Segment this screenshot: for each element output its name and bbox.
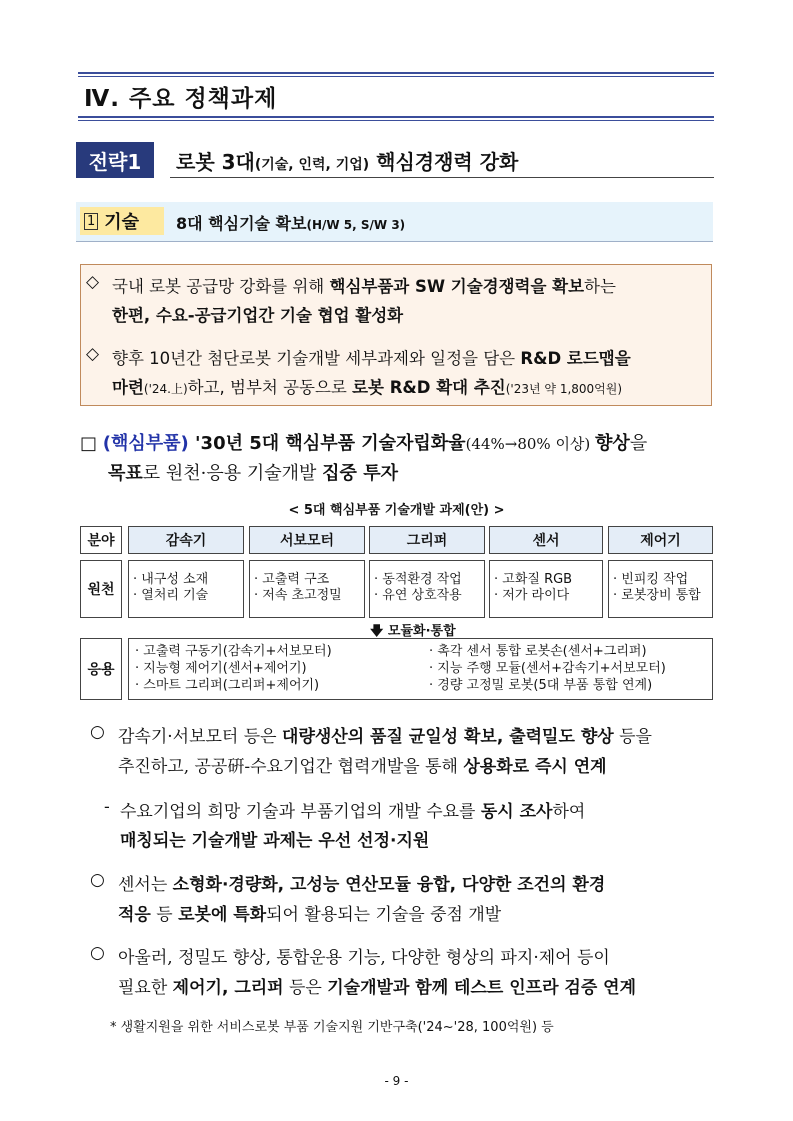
summary-item1-line1 xyxy=(112,273,616,297)
table-header: 서보모터 xyxy=(249,526,365,554)
summary-item2-line2 xyxy=(112,374,622,398)
summary-note: ('24.上) xyxy=(143,382,188,396)
tech-title-a: 8대 핵심기술 확보 xyxy=(176,214,307,233)
bullet-emphasis: 상용화로 즉시 연계 xyxy=(463,757,607,777)
bullet-text: 등 xyxy=(150,905,179,925)
origin-item: · 고화질 RGB xyxy=(494,572,573,587)
table-field-label: 분야 xyxy=(80,526,122,554)
bullet-text: 수요기업의 희망 기술과 부품기업의 개발 수요를 xyxy=(120,802,481,822)
summary-emphasis: 로봇 R&D 확대 추진 xyxy=(352,378,506,397)
bullet-emphasis: 대량생산의 품질 균일성 확보, 출력밀도 향상 xyxy=(282,727,614,747)
summary-emphasis: 마련 xyxy=(112,378,144,397)
section-bottom-rule-thin xyxy=(78,120,714,121)
table-app-label: 응용 xyxy=(80,638,122,700)
bullet-text: 등은 xyxy=(283,978,328,998)
app-item: · 지능 주행 모듈(센서+감속기+서보모터) xyxy=(429,661,666,676)
core-text: 을 xyxy=(629,433,648,454)
origin-item: · 로봇장비 통합 xyxy=(613,588,701,603)
bullet-text: 필요한 xyxy=(118,978,173,998)
diamond-icon: ◇ xyxy=(86,344,100,364)
table-origin-cell xyxy=(489,560,603,618)
tech-title xyxy=(176,211,405,234)
bullet-text: 센서는 xyxy=(118,875,173,895)
table-origin-cell xyxy=(249,560,365,618)
origin-item: · 고출력 구조 xyxy=(254,572,330,587)
summary-text: 국내 로봇 공급망 강화를 위해 xyxy=(112,277,330,296)
origin-item: · 저가 라이다 xyxy=(494,588,570,603)
app-item: · 지능형 제어기(센서+제어기) xyxy=(135,661,307,676)
dash1-line2: 매칭되는 기술개발 과제는 우선 선정·지원 xyxy=(120,831,430,851)
summary-emphasis: R&D 로드맵을 xyxy=(520,349,631,368)
table-app-cell xyxy=(128,638,713,700)
bullet3-line2 xyxy=(118,973,636,998)
summary-text: 하는 xyxy=(584,277,616,296)
section-top-rule xyxy=(78,72,714,74)
summary-item1-line2: 한편, 수요-공급기업간 기술 협업 활성화 xyxy=(112,306,404,325)
app-item: · 촉각 센서 통합 로봇손(센서+그리퍼) xyxy=(429,644,647,659)
bullet-circle-icon: ○ xyxy=(90,943,105,963)
table-header: 감속기 xyxy=(128,526,244,554)
bullet-circle-icon: ○ xyxy=(90,870,105,890)
dash-icon: - xyxy=(104,797,110,817)
bullet-emphasis: 제어기, 그리퍼 xyxy=(172,978,284,998)
tech-label: 기술 xyxy=(104,212,140,233)
table-origin-cell xyxy=(369,560,485,618)
bullet-text: 되어 활용되는 기술을 중점 개발 xyxy=(266,905,502,925)
tech-title-b: (H/W 5, S/W 3) xyxy=(306,218,406,232)
bullet-emphasis: 로봇에 특화 xyxy=(178,905,267,925)
table-header: 제어기 xyxy=(608,526,713,554)
summary-text: 향후 10년간 첨단로봇 기술개발 세부과제와 일정을 담은 xyxy=(112,349,521,368)
origin-item: · 내구성 소재 xyxy=(133,572,209,587)
bullet-text: 감속기·서보모터 등은 xyxy=(118,727,283,747)
bullet-emphasis: 소형화·경량화, 고성능 연산모듈 융합, 다양한 조건의 환경 xyxy=(172,875,606,895)
bullet1-line1 xyxy=(118,722,652,747)
arrow-down-icon: 🡇 xyxy=(370,624,384,639)
core-emphasis: '30년 5대 핵심부품 기술자립화율 xyxy=(188,433,466,454)
section-top-rule-thin xyxy=(78,76,714,77)
bullet-emphasis: 적응 xyxy=(118,905,151,925)
bullet2-line2 xyxy=(118,900,501,925)
core-line2 xyxy=(108,459,398,485)
origin-item: · 저속 초고정밀 xyxy=(254,588,342,603)
bullet-circle-icon: ○ xyxy=(90,722,105,742)
summary-note: ('23년 약 1,800억원) xyxy=(505,382,623,396)
bullet-text: 등을 xyxy=(613,727,652,747)
bullet2-line1 xyxy=(118,870,605,895)
core-emphasis: 목표 xyxy=(108,463,143,484)
core-tag: (핵심부품) xyxy=(102,433,189,454)
table-origin-cell xyxy=(608,560,713,618)
bullet-text: 추진하고, 공공硏-수요기업간 협력개발을 통해 xyxy=(118,757,464,777)
bullet-text: 하여 xyxy=(552,802,586,822)
summary-emphasis: 핵심부품과 SW 기술경쟁력을 확보 xyxy=(329,277,585,296)
strategy-underline xyxy=(170,177,714,178)
core-emphasis: 향상 xyxy=(595,433,630,454)
summary-text: 하고, 범부처 공동으로 xyxy=(187,378,353,397)
origin-item: · 동적환경 작업 xyxy=(374,572,462,587)
table-origin-cell xyxy=(128,560,244,618)
core-note: (44%→80% 이상) xyxy=(465,435,596,453)
strategy-label: 전략1 xyxy=(76,142,154,178)
table-arrow-label: 모듈화·통합 xyxy=(387,624,456,639)
bullet3-line1: 아울러, 정밀도 향상, 통합운용 기능, 다양한 형상의 파지·제어 등이 xyxy=(118,948,610,968)
summary-item2-line1 xyxy=(112,345,631,369)
table-header: 그리퍼 xyxy=(369,526,485,554)
table-caption: < 5대 핵심부품 기술개발 과제(안) > xyxy=(288,503,505,518)
app-item: · 고출력 구동기(감속기+서보모터) xyxy=(135,644,332,659)
page-number: - 9 - xyxy=(384,1074,409,1088)
footnote: * 생활지원을 위한 서비스로봇 부품 기술지원 기반구축('24~'28, 100억원) 등 xyxy=(110,1020,554,1035)
tech-number: 1 xyxy=(84,213,98,230)
table-header: 센서 xyxy=(489,526,603,554)
bullet-emphasis: 기술개발과 함께 테스트 인프라 검증 연계 xyxy=(327,978,637,998)
section-title: Ⅳ. 주요 정책과제 xyxy=(84,86,278,112)
checkbox-icon: □ xyxy=(80,433,98,454)
app-item: · 스마트 그리퍼(그리퍼+제어기) xyxy=(135,678,320,693)
app-item: · 경량 고정밀 로봇(5대 부품 통합 연계) xyxy=(429,678,653,693)
section-bottom-rule xyxy=(78,116,714,118)
origin-item: · 열처리 기술 xyxy=(133,588,209,603)
tech-label-box xyxy=(80,207,164,235)
strategy-title xyxy=(176,146,518,175)
strategy-title-a: 로봇 3대 xyxy=(176,150,255,174)
origin-item: · 유연 상호작용 xyxy=(374,588,462,603)
strategy-title-b: (기술, 인력, 기업) xyxy=(254,157,370,173)
table-origin-label: 원천 xyxy=(80,560,122,618)
core-text: 로 원천·응용 기술개발 xyxy=(142,463,323,484)
strategy-title-c: 핵심경쟁력 강화 xyxy=(369,150,519,174)
diamond-icon: ◇ xyxy=(86,272,100,292)
core-line1 xyxy=(80,429,647,455)
bullet1-line2 xyxy=(118,752,607,777)
dash1-line1 xyxy=(120,797,585,822)
bullet-emphasis: 동시 조사 xyxy=(480,802,553,822)
core-emphasis: 집중 투자 xyxy=(322,463,398,484)
origin-item: · 빈피킹 작업 xyxy=(613,572,689,587)
